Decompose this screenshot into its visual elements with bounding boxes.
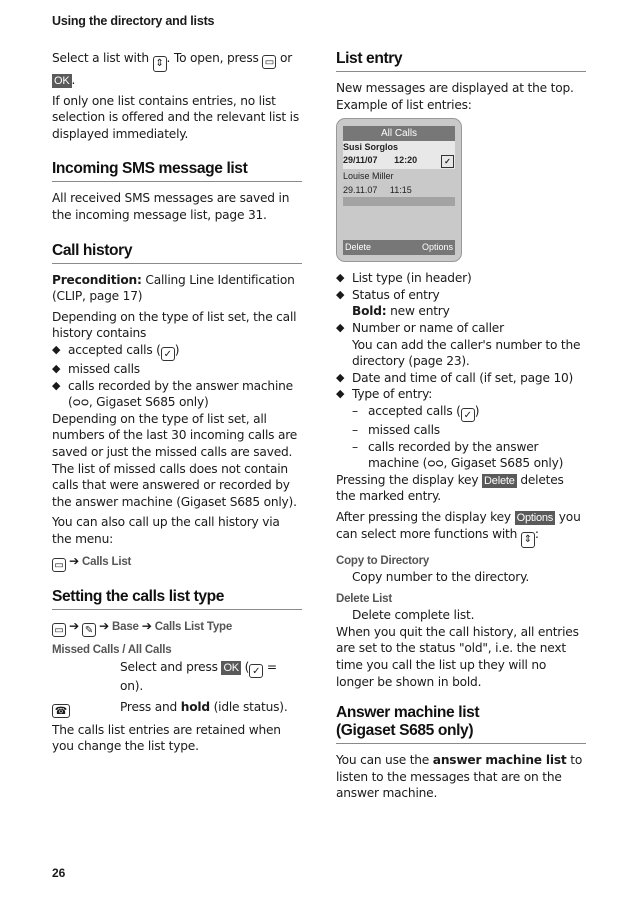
bold-label: Bold: — [352, 304, 387, 319]
settings-icon: ✎ — [82, 623, 96, 637]
after-text-b: you can select more functions with — [336, 509, 581, 541]
menu-item-copy-to-directory: Copy to Directory — [336, 554, 430, 567]
left-column — [52, 50, 302, 755]
delete-key: Delete — [484, 474, 515, 487]
entry2-time: 11:15 — [389, 185, 412, 196]
press-hold-text-c: (idle status). — [209, 699, 288, 714]
intro-text-d: . — [71, 73, 76, 87]
page-number: 26 — [52, 866, 66, 880]
dash-recorded-b: machine (ᴑᴑ, Gigaset S685 only) — [368, 456, 564, 471]
ok-key: OK — [54, 75, 70, 87]
entry1-time: 12:20 — [394, 155, 418, 166]
entry1-datetime — [343, 154, 455, 169]
display-key-icon: ▭ — [262, 55, 276, 69]
end-call-key-icon: ☎ — [52, 704, 70, 718]
heading-answer-b: (Gigaset S685 only) — [336, 722, 474, 740]
entry2-name: Louise Miller — [343, 171, 394, 182]
precondition-text — [52, 272, 302, 305]
dash-recorded-a: calls recorded by the answer — [368, 439, 539, 454]
pressing-text-b: deletes the marked entry. — [336, 472, 564, 504]
check-icon: ✓ — [161, 347, 175, 361]
heading-setting-calls-list-type: Setting the calls list type — [52, 588, 302, 610]
pressing-delete-text — [336, 472, 586, 505]
display-softkeys — [343, 240, 455, 255]
menu-item-missed-all: Missed Calls / All Calls — [52, 644, 172, 657]
bullet-recorded-text-b: (ᴑᴑ, Gigaset S685 only) — [68, 395, 209, 410]
dash-recorded — [336, 439, 586, 472]
bullet-type: ◆ Type of entry: — [336, 386, 586, 403]
bold-new-entry — [336, 303, 586, 320]
arrow-icon: ➔ — [99, 619, 110, 634]
answer-bold: answer machine list — [432, 753, 567, 768]
softkey-options[interactable]: Options — [421, 242, 453, 253]
intro-text-a: Select a list with — [52, 51, 149, 65]
copy-to-directory-item — [336, 552, 586, 570]
bullet-status: ◆ Status of entry — [336, 287, 586, 304]
pressing-text-a: Pressing the display key — [336, 472, 479, 487]
phone-display-example — [336, 118, 462, 262]
bold-text: new entry — [386, 304, 450, 319]
press-hold-bold: hold — [180, 699, 210, 714]
options-key: Options — [516, 511, 554, 524]
answer-machine-text — [336, 752, 586, 802]
entry2-date: 29.11.07 — [343, 185, 378, 196]
add-number-text: You can add the caller's number to the directory (page 23). — [352, 337, 581, 369]
menu-path-calls-list — [52, 553, 302, 572]
depending-text-1: Depending on the type of list set, the call history contains — [52, 309, 297, 341]
display-header: All Calls — [343, 126, 455, 141]
running-head: Using the directory and lists — [52, 14, 215, 28]
press-hold-row — [52, 699, 302, 718]
arrow-icon: ➔ — [141, 619, 152, 634]
menu-text: You can also call up the call history via the menu: — [52, 515, 280, 546]
select-press-text: Select and press — [120, 660, 218, 675]
retained-text: The calls list entries are retained when you change the list type. — [52, 722, 281, 754]
missed-all-option — [52, 641, 302, 659]
after-text-a: After pressing the display key — [336, 509, 511, 524]
delete-text: Delete complete list. — [352, 608, 475, 623]
example-text: Example of list entries: — [336, 97, 472, 112]
precondition-value: Calling Line Identification (CLIP, page 17) — [52, 272, 295, 304]
single-list-paragraph: If only one list contains entries, no list selection is offered and the relevant list is displayed immediately. — [52, 93, 300, 141]
display-separator — [343, 197, 455, 206]
copy-text: Copy number to the directory. — [352, 570, 530, 585]
display-key-icon: ▭ — [52, 558, 66, 572]
dash-accepted-text: accepted calls ( — [368, 403, 461, 418]
bullet-accepted-calls — [52, 342, 302, 361]
answer-text-a: You can use the — [336, 753, 430, 768]
heading-answer-machine-list — [336, 704, 586, 744]
menu-item-calls-list-type: Calls List Type — [154, 621, 233, 634]
new-messages-text: New messages are displayed at the top. — [336, 81, 574, 95]
entry1-date: 29/11/07 — [343, 155, 378, 166]
softkey-delete[interactable]: Delete — [345, 242, 372, 253]
bullet-accepted-end: ) — [174, 342, 180, 357]
answer-text-b: to listen to the messages that are on the answer machine. — [336, 753, 583, 801]
navigation-key-icon: ⇕ — [521, 532, 535, 548]
menu-item-calls-list: Calls List — [82, 556, 132, 569]
bullet-recorded-calls — [52, 378, 302, 411]
right-column — [336, 50, 586, 802]
intro-text-c: or — [280, 51, 293, 65]
ok-key: OK — [223, 662, 239, 675]
bullet-date-time: ◆ Date and time of call (if set, page 10) — [336, 370, 586, 387]
display-key-icon: ▭ — [52, 623, 66, 637]
incoming-sms-text: All received SMS messages are saved in the incoming message list, page 31. — [52, 191, 290, 222]
navigation-key-icon: ⇕ — [153, 56, 167, 72]
menu-item-delete-list: Delete List — [336, 592, 392, 605]
arrow-icon: ➔ — [69, 554, 80, 569]
bullet-accepted-text: accepted calls ( — [68, 342, 161, 357]
precondition-label: Precondition: — [52, 272, 142, 287]
menu-path-calls-list-type — [52, 618, 302, 637]
bullet-list-type: ◆ List type (in header) — [336, 270, 586, 287]
select-press-row: Select and press OK ( ✓ = on). — [120, 660, 277, 694]
depending-text-2: Depending on the type of list set, all numbers of the last 30 incoming calls are saved or just the missed calls are saved. The list of missed calls does not contain calls that were answered or recorded by the answer machine (Gigaset S685 only). — [52, 411, 298, 509]
entry1-name: Susi Sorglos — [343, 141, 455, 154]
arrow-icon: ➔ — [69, 619, 80, 634]
after-options-text — [336, 509, 586, 548]
press-hold-text-a: Press and — [120, 699, 178, 714]
accepted-call-icon: ✓ — [441, 155, 454, 168]
bullet-number: ◆ Number or name of caller — [336, 320, 586, 337]
select-press-end: = on). — [120, 660, 277, 694]
check-icon: ✓ — [249, 664, 263, 678]
intro-text-b: . To open, press — [166, 51, 259, 65]
intro-paragraph — [52, 50, 302, 89]
dash-accepted — [336, 403, 586, 422]
quit-text: When you quit the call history, all entries are set to the status "old", i.e. the next time you call the list up they will no longer be shown in bold. — [336, 624, 579, 689]
dash-missed: – missed calls — [336, 422, 586, 439]
after-text-c: : — [534, 526, 539, 541]
entry2-datetime — [343, 184, 455, 197]
heading-list-entry: List entry — [336, 50, 586, 72]
heading-call-history: Call history — [52, 242, 302, 264]
delete-list-item — [336, 590, 586, 608]
menu-item-base: Base — [112, 621, 139, 634]
heading-answer-a: Answer machine list — [336, 704, 480, 722]
check-icon: ✓ — [461, 408, 475, 422]
dash-accepted-end: ) — [474, 403, 480, 418]
bullet-recorded-text-a: calls recorded by the answer machine — [68, 378, 293, 393]
bullet-missed-calls: ◆ missed calls — [52, 361, 302, 378]
heading-incoming-sms: Incoming SMS message list — [52, 160, 302, 182]
